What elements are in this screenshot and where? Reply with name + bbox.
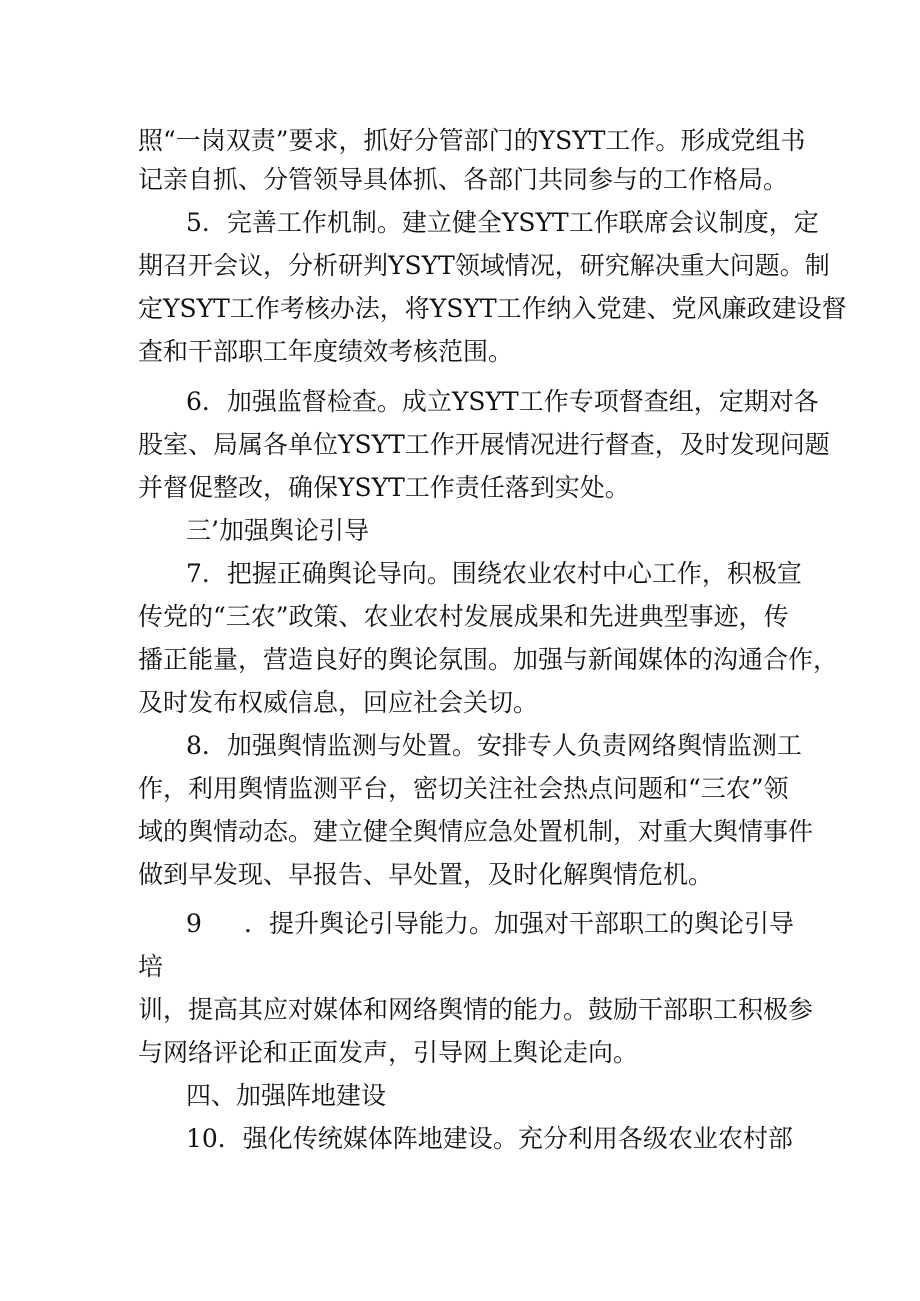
line-text: 照“一岗双责”要求，抓好分管部门的YSYT工作。形成党组书 xyxy=(138,126,806,155)
paragraph-line xyxy=(0,949,920,989)
paragraph-line xyxy=(0,814,920,854)
paragraph-line xyxy=(0,685,920,725)
item-8-heading-line: 8．加强舆情监测与处置。安排专人负责网络舆情监测工 xyxy=(186,731,802,760)
paragraph-line xyxy=(0,556,920,596)
line-text: 传党的“三农”政策、农业农村发展成果和先进典型事迹，传 xyxy=(138,602,789,631)
item-5-heading-line: 5．完善工作机制。建立健全YSYT工作联席会议制度，定 xyxy=(186,208,819,237)
paragraph-line xyxy=(0,906,920,946)
line-text: 播正能量，营造良好的舆论氛围。加强与新闻媒体的沟通合作， xyxy=(138,645,839,674)
line-text: 记亲自抓、分管领导具体抓、各部门共同参与的工作格局。 xyxy=(138,165,789,194)
paragraph-line xyxy=(0,599,920,639)
paragraph-line xyxy=(0,728,920,768)
item-9-heading-line: ．提升舆论引导能力。加强对干部职工的舆论引导 xyxy=(244,909,795,938)
line-text: 定YSYT工作考核办法，将YSYT工作纳入党建、党风廉政建设督 xyxy=(138,294,847,323)
section-heading xyxy=(0,513,920,553)
item-6-heading-line: 6．加强监督检查。成立YSYT工作专项督查组，定期对各 xyxy=(186,387,819,416)
paragraph-line xyxy=(0,1035,920,1075)
paragraph-line xyxy=(0,123,920,163)
section-heading xyxy=(0,1078,920,1118)
line-text: 并督促整改，确保YSYT工作责任落到实处。 xyxy=(138,473,630,502)
item-10-heading-line: 10．强化传统媒体阵地建设。充分利用各级农业农村部 xyxy=(186,1124,793,1153)
line-text: 查和干部职工年度绩效考核范围。 xyxy=(138,337,514,366)
paragraph-line xyxy=(0,992,920,1032)
line-text: 培 xyxy=(138,952,164,981)
line-text: 及时发布权威信息，回应社会关切。 xyxy=(138,688,539,717)
paragraph-line xyxy=(0,470,920,510)
line-text: 做到早发现、早报告、早处置，及时化解舆情危机。 xyxy=(138,860,714,889)
paragraph-line xyxy=(0,427,920,467)
paragraph-line xyxy=(0,334,920,374)
paragraph-line xyxy=(0,205,920,245)
item-9-number: 9 xyxy=(186,909,202,938)
line-text: 作，利用舆情监测平台，密切关注社会热点问题和“三农”领 xyxy=(138,774,789,803)
paragraph-line xyxy=(0,771,920,811)
paragraph-line xyxy=(0,1121,920,1161)
item-7-heading-line: 7．把握正确舆论导向。围绕农业农村中心工作，积极宣 xyxy=(186,559,802,588)
paragraph-line xyxy=(0,384,920,424)
paragraph-line xyxy=(0,291,920,331)
paragraph-line xyxy=(0,642,920,682)
paragraph-line xyxy=(0,857,920,897)
line-text: 期召开会议，分析研判YSYT领域情况，研究解决重大问题。制 xyxy=(138,251,830,280)
line-text: 股室、局属各单位YSYT工作开展情况进行督查，及时发现问题 xyxy=(138,430,830,459)
section-3-title: 三’加强舆论引导 xyxy=(186,516,369,545)
line-text: 域的舆情动态。建立健全舆情应急处置机制，对重大舆情事件 xyxy=(138,817,814,846)
paragraph-line xyxy=(0,248,920,288)
section-4-title: 四、加强阵地建设 xyxy=(186,1081,387,1110)
line-text: 与网络评论和正面发声，引导网上舆论走向。 xyxy=(138,1038,639,1067)
paragraph-line xyxy=(0,162,920,202)
line-text: 训，提高其应对媒体和网络舆情的能力。鼓励干部职工积极参 xyxy=(138,995,814,1024)
